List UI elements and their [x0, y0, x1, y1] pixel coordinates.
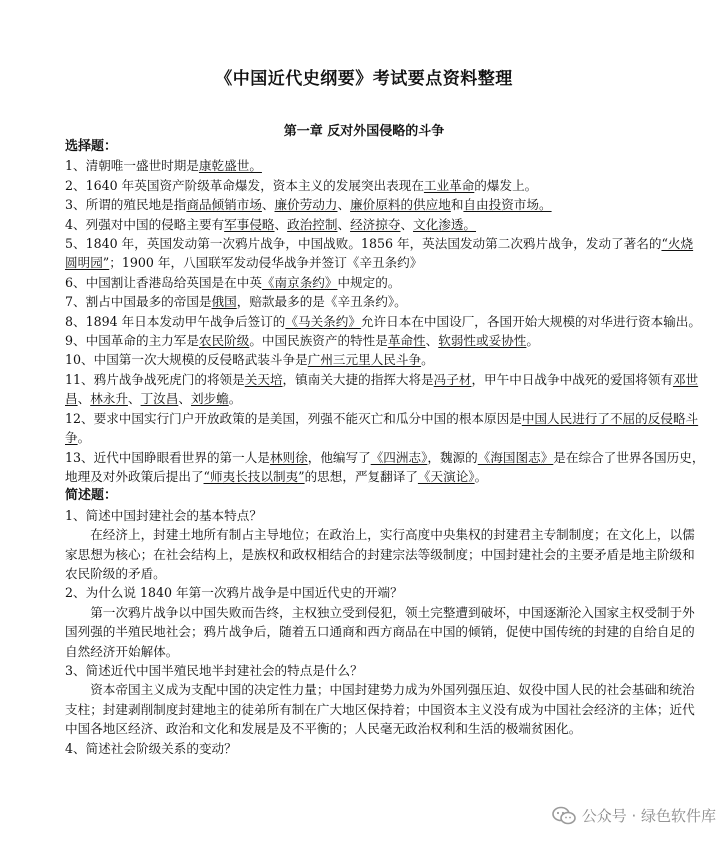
- short-question-4: 4、简述社会阶级关系的变动？: [65, 740, 237, 756]
- choice-item-2: 2、1640 年英国资产阶级革命爆发，资本主义的发展突出表现在工业革命的爆发上。: [65, 177, 538, 193]
- watermark: [552, 805, 716, 826]
- choice-item-10: 10、中国第一次大规模的反侵略武装斗争是广州三元里人民斗争。: [65, 352, 434, 368]
- choice-item-13: 13、近代中国睁眼看世界的第一人是林则徐，他编写了《四洲志》，魏源的《海国图志》是在综合了世界各国历史，地理及对外政策后提出了“师夷长技以制夷”的思想，严复翻译了《天演论》。: [65, 449, 705, 484]
- choice-item-11: 11、鸦片战争战死虎门的将领是关天培，镇南关大捷的指挥大将是冯子材，甲午中日战争中战死的爱国将领有邓世昌、林永升、丁汝昌、刘步蟾。: [65, 371, 699, 407]
- chapter-heading: 第一章 反对外国侵略的斗争: [283, 124, 445, 139]
- document-title: 《中国近代史纲要》考试要点资料整理: [215, 69, 513, 89]
- short-answer-3: 资本帝国主义成为支配中国的决定性力量；中国封建势力成为外国列强压迫、奴役中国人民的社会基础和统治支柱；封建剥削制度封建地主的徒弟所有制在广大地区保持着；中国资本主义没有成为中国社会经济的主体；近代中国各地区经济、政治和文化和发展是及不平衡的；人民毫无政治权利和生活的极端贫困化。: [65, 682, 695, 737]
- wechat-icon: [552, 806, 576, 826]
- choice-item-5: 5、1840 年，英国发动第一次鸦片战争，中国战败。1856 年，英法国发动第二次鸦片战争，发动了著名的“火烧圆明园”；1900 年，八国联军发动侵华战争并签订《辛丑条约》: [65, 236, 694, 271]
- short-question-3: 3、简述近代中国半殖民地半封建社会的特点是什么？: [65, 662, 363, 678]
- choice-item-8: 8、1894 年日本发动甲午战争后签订的《马关条约》允许日本在中国设厂，各国开始大规模的对华进行资本输出。: [65, 313, 701, 329]
- choice-item-9: 9、中国革命的主力军是农民阶级。中国民族资产的特性是革命性、软弱性或妥协性。: [65, 333, 539, 349]
- choice-item-3: 3、所谓的殖民地是指商品倾销市场、廉价劳动力、廉价原料的供应地和自由投资市场。: [65, 197, 552, 213]
- choice-item-1: 1、清朝唯一盛世时期是康乾盛世。: [65, 158, 262, 174]
- watermark-text: 公众号 · 绿色软件库: [581, 807, 716, 825]
- choice-item-4: 4、列强对中国的侵略主要有军事侵略、政治控制、经济掠夺、文化渗透。: [65, 216, 477, 232]
- section-heading-choice: 选择题：: [65, 139, 118, 154]
- document-body: [65, 137, 705, 758]
- section-heading-short: 简述题：: [65, 488, 118, 504]
- choice-item-7: 7、割占中国最多的帝国是俄国，赔款最多的是《辛丑条约》。: [65, 294, 407, 310]
- short-answer-1: 在经济上，封建土地所有制占主导地位；在政治上，实行高度中央集权的封建君主专制制度；在文化上，以儒家思想为核心；在社会结构上，是族权和政权相结合的封建宗法等级制度；中国封建社会的主要矛盾是地主阶级和农民阶级的矛盾。: [65, 527, 695, 581]
- choice-item-6: 6、中国割让香港岛给英国是在中英《南京条约》中规定的。: [65, 274, 401, 290]
- short-answer-2: 第一次鸦片战争以中国失败而告终，主权独立受到侵犯，领土完整遭到破坏，中国逐渐沦入国家主权受制于外国列强的半殖民地社会；鸦片战争后，随着五口通商和西方商品在中国的倾销，促使中国传统的封建的自给自足的自然经济开始解体。: [65, 604, 695, 659]
- short-question-1: 1、简述中国封建社会的基本特点？: [65, 507, 262, 523]
- choice-item-12: 12、要求中国实行门户开放政策的是美国，列强不能灭亡和瓜分中国的根本原因是中国人民进行了不屈的反侵略斗争。: [65, 410, 699, 446]
- short-question-2: 2、为什么说 1840 年第一次鸦片战争是中国近代史的开端？: [65, 585, 403, 601]
